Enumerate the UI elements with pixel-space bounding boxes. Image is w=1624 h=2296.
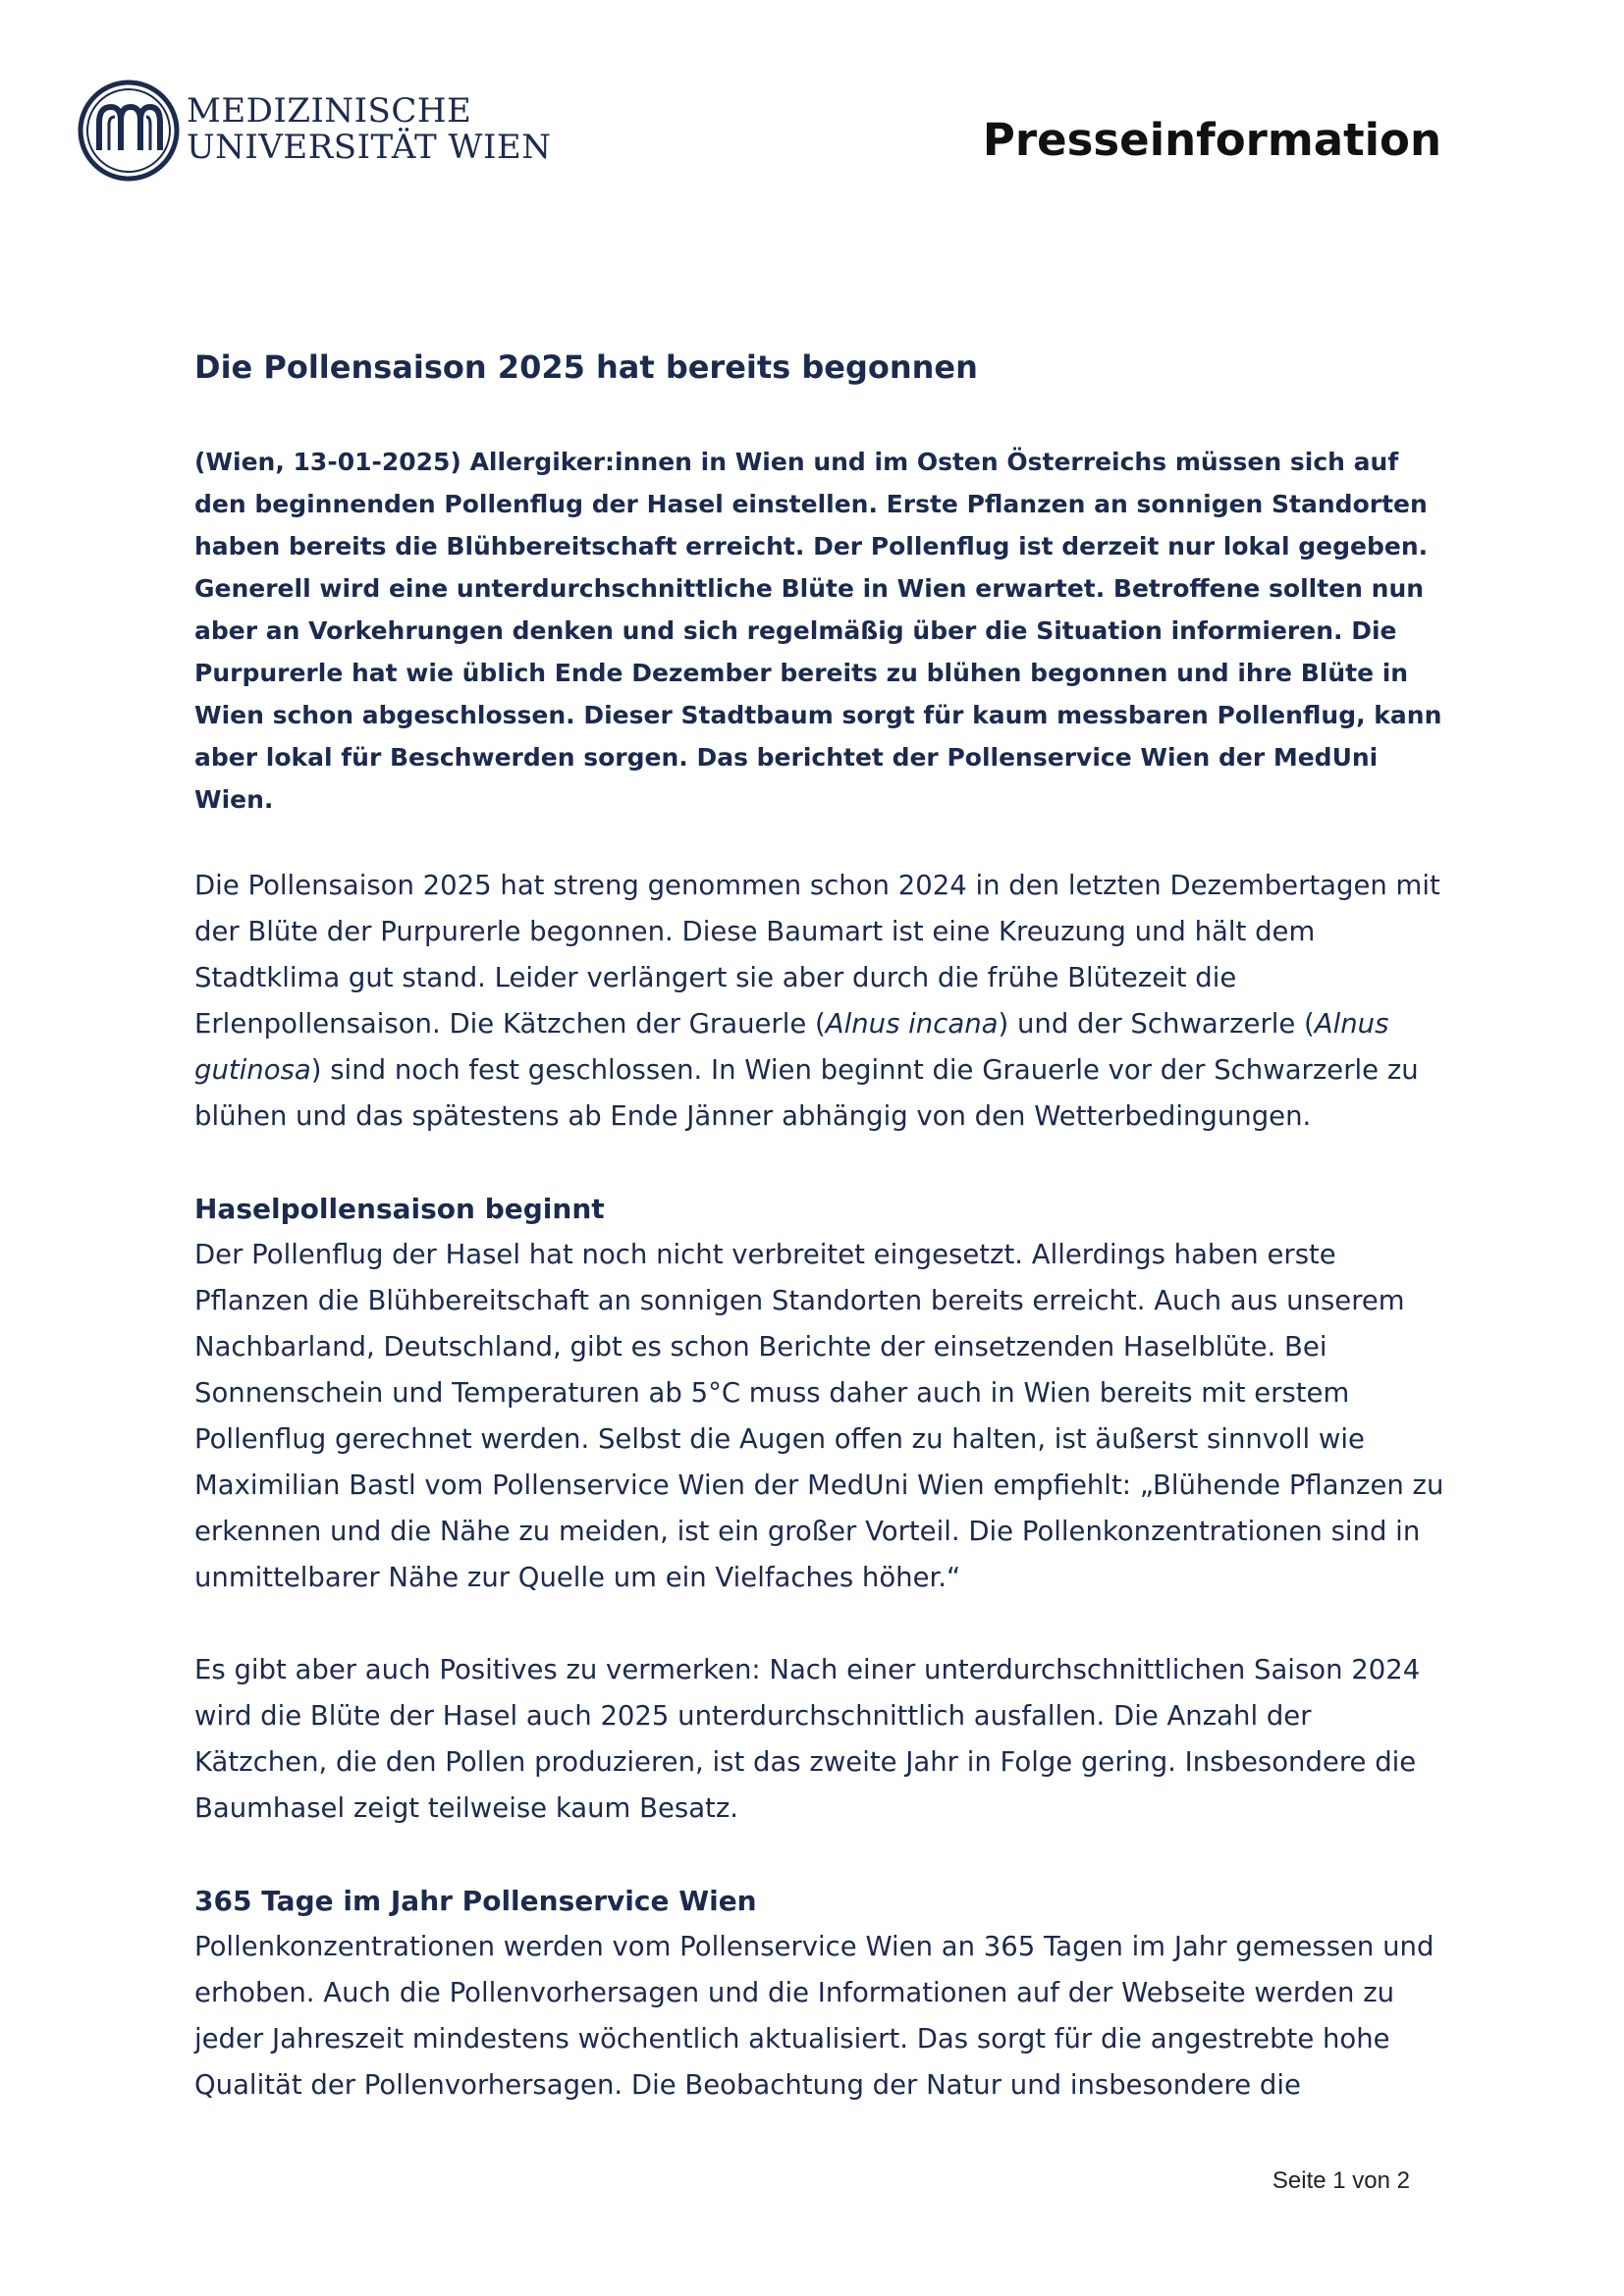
intro-text-1: Die Pollensaison 2025 hat streng genommen schon 2024 in den letzten Dezembertagen mit der Blüte der Purpurerle begonnen. Diese Baumart ist eine Kreuzung und hält dem Stadtklima gut stand. Leider verlängert sie aber durch die frühe Blütezeit die Erlenpollensaison. Die Kätzchen der Grauerle ( [194, 870, 1440, 1040]
article-headline: Die Pollensaison 2025 hat bereits begonnen [194, 348, 978, 386]
document-type-title: Presseinformation [982, 114, 1441, 166]
species-name-grauerle: Alnus incana [825, 1008, 999, 1040]
meduni-emblem-icon [78, 80, 180, 182]
article-body [194, 346, 1451, 2155]
positive-paragraph: Es gibt aber auch Positives zu vermerken: Nach einer unterdurchschnittlichen Saison 2024 wird die Blüte der Hasel auch 2025 unterdurchschnittlich ausfallen. Die Anzahl der Kätzchen, die den Pollen produzieren, ist das zweite Jahr in Folge gering. Insbesondere die Baumhasel zeigt teilweise kaum Besatz. [194, 1654, 1421, 1824]
page-number: Seite 1 von 2 [1272, 2167, 1410, 2194]
article-lead: (Wien, 13-01-2025) Allergiker:innen in Wien und im Osten Österreichs müssen sich auf den beginnenden Pollenflug der Hasel einstellen. Erste Pflanzen an sonnigen Standorten haben bereits die Blühbereitschaft erreicht. Der Pollenflug ist derzeit nur lokal gegeben. Generell wird eine unterdurchschnittliche Blüte in Wien erwartet. Betroffene sollten nun aber an Vorkehrungen denken und sich regelmäßig über die Situation informieren. Die Purpurerle hat wie üblich Ende Dezember bereits zu blühen begonnen und ihre Blüte in Wien schon abgeschlossen. Dieser Stadtbaum sorgt für kaum messbaren Pollenflug, kann aber lokal für Beschwerden sorgen. Das berichtet der Pollenservice Wien der MedUni Wien. [194, 448, 1442, 814]
species-name-schwarzerle: Alnus gutinosa [194, 1008, 1389, 1086]
logo-line-2: UNIVERSITÄT WIEN [187, 128, 552, 167]
section-body-pollenservice: Pollenkonzentrationen werden vom Pollenservice Wien an 365 Tagen im Jahr gemessen und erhoben. Auch die Pollenvorhersagen und die Informationen auf der Webseite werden zu jeder Jahreszeit mindestens wöchentlich aktualisiert. Das sorgt für die angestrebte hohe Qualität der Pollenvorhersagen. Die Beobachtung der Natur und insbesondere die [194, 1931, 1435, 2101]
intro-paragraph [194, 863, 1451, 1140]
logo-wordmark [187, 93, 551, 166]
section-body-hasel: Der Pollenflug der Hasel hat noch nicht verbreitet eingesetzt. Allerdings haben erste Pflanzen die Blühbereitschaft an sonnigen Standorten bereits erreicht. Auch aus unserem Nachbarland, Deutschland, gibt es schon Berichte der einsetzenden Haselblüte. Bei Sonnenschein und Temperaturen ab 5°C muss daher auch in Wien bereits mit erstem Pollenflug gerechnet werden. Selbst die Augen offen zu halten, ist äußerst sinnvoll wie Maximilian Bastl vom Pollenservice Wien der MedUni Wien empfiehlt: „Blühende Pflanzen zu erkennen und die Nähe zu meiden, ist ein großer Vorteil. Die Pollenkonzentrationen sind in unmittelbarer Nähe zur Quelle um ein Vielfaches höher.“ [194, 1239, 1444, 1593]
intro-text-2: ) und der Schwarzerle ( [998, 1008, 1315, 1040]
intro-text-3: ) sind noch fest geschlossen. In Wien beginnt die Grauerle vor der Schwarzerle zu blühen und das spätestens ab Ende Jänner abhängig von den Wetterbedingungen. [194, 1054, 1419, 1132]
university-logo [78, 80, 552, 184]
section-heading-hasel: Haselpollensaison beginnt [194, 1193, 605, 1225]
logo-line-1: MEDIZINISCHE [187, 91, 472, 131]
section-heading-pollenservice: 365 Tage im Jahr Pollenservice Wien [194, 1885, 757, 1917]
